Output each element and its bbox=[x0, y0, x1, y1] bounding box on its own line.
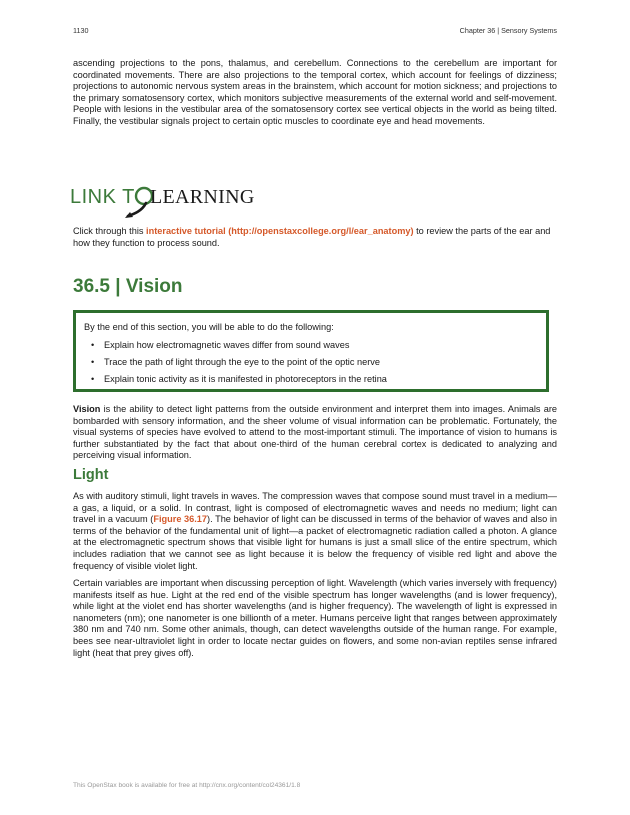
figure-reference-link[interactable]: Figure 36.17 bbox=[153, 514, 208, 525]
bullet-icon: • bbox=[91, 340, 95, 350]
light-p1-start: As with auditory stimuli, light travels in waves. The compression waves that compose sound must travel in a medium—a gas, a liquid, or a solid. In contrast, light is composed of electromagnetic waves and needs no medium; light can travel in a vacuum ( bbox=[73, 491, 557, 525]
objective-item bbox=[84, 374, 387, 386]
light-paragraph-2: Certain variables are important when discussing perception of light. Wavelength (which varies inversely with frequency) manifests itself as hue. Light at the red end of the visible spectrum has longer wavelengths (and is lower frequency), while light at the violet end has shorter wavelengths (and is higher frequency). The wavelength of light is expressed in nanometers (nm); one nanometer is one billionth of a meter. Humans perceive light that ranges between approximately 380 nm and 740 nm. Some other animals, though, can detect wavelengths outside of the human range. For example, bees see near-ultraviolet light in order to locate nectar guides on flowers, and some non-avian reptiles sense infrared light (heat that prey gives off). bbox=[73, 578, 557, 658]
page-footer: This OpenStax book is available for free at http://cnx.org/content/col24361/1.8 bbox=[73, 782, 301, 789]
objectives-intro: By the end of this section, you will be able to do the following: bbox=[84, 322, 334, 332]
light-paragraph-1 bbox=[73, 491, 557, 572]
link-to-learning-icon bbox=[70, 172, 255, 220]
section-title: 36.5 | Vision bbox=[73, 276, 183, 297]
vestibular-paragraph: ascending projections to the pons, thalamus, and cerebellum. Connections to the cerebellum are important for coordinated movements. There are also projections to the temporal cortex, which account for feelings of dizziness; projections to autonomic nervous system areas in the brainstem, which account for motion sickness; and projections to the primary somatosensory cortex, which monitors subjective measurements of the external world and self-movement. People with lesions in the vestibular area of the somatosensory cortex see vertical objects in the world as being tilted. Finally, the vestibular signals project to certain optic muscles to coordinate eye and head movements. bbox=[73, 58, 557, 126]
objective-text: Explain tonic activity as it is manifested in photoreceptors in the retina bbox=[104, 373, 387, 384]
page-header bbox=[73, 26, 557, 38]
link-intro: Click through this bbox=[73, 226, 147, 236]
subsection-title-light: Light bbox=[73, 467, 109, 483]
objective-text: Trace the path of light through the eye to the point of the optic nerve bbox=[104, 356, 380, 367]
link-outro: to review the parts of the ear and how they function to process sound. bbox=[73, 226, 551, 248]
bullet-icon: • bbox=[91, 356, 95, 367]
learning-objectives-box bbox=[73, 310, 549, 392]
vision-definition: is the ability to detect light patterns from the outside environment and interpret them into images. Animals are bombarded with sensory information, and the sheer volume of visual information can be problematic. Fortunately, the visual systems of species have evolved to attend to the most-important stimuli. The importance of vision to humans is further substantiated by the fact that about one-third of the human cerebral cortex is dedicated to analyzing and perceiving visual information. bbox=[73, 404, 557, 461]
page-number: 1130 bbox=[73, 26, 89, 35]
link-to-learning-text bbox=[73, 226, 557, 249]
svg-text:LINK T: LINK T bbox=[70, 186, 135, 208]
objective-item bbox=[84, 357, 387, 369]
objective-text: Explain how electromagnetic waves differ from sound waves bbox=[104, 340, 350, 350]
objective-item bbox=[84, 340, 387, 352]
bullet-icon: • bbox=[91, 373, 95, 384]
link-to-learning-logo bbox=[70, 172, 255, 220]
light-p1-end: ). The behavior of light can be discussed in terms of the behavior of waves and also in terms of the behavior of the fundamental unit of light—a packet of electromagnetic radiation called a photon. A glance at the electromagnetic spectrum shows that visible light for humans is just a small slice of the entire spectrum, which includes radiation that we cannot see as light because it is below the frequency of visible red light and above the frequency of visible violet light. bbox=[73, 514, 557, 571]
svg-text:LEARNING: LEARNING bbox=[150, 186, 255, 208]
vision-term: Vision bbox=[73, 404, 101, 414]
vision-paragraph bbox=[73, 404, 557, 462]
objectives-list bbox=[84, 340, 387, 391]
chapter-title: Chapter 36 | Sensory Systems bbox=[459, 26, 557, 35]
interactive-tutorial-link[interactable]: interactive tutorial (http://openstaxcollege.org/l/ear_anatomy) bbox=[146, 226, 414, 236]
